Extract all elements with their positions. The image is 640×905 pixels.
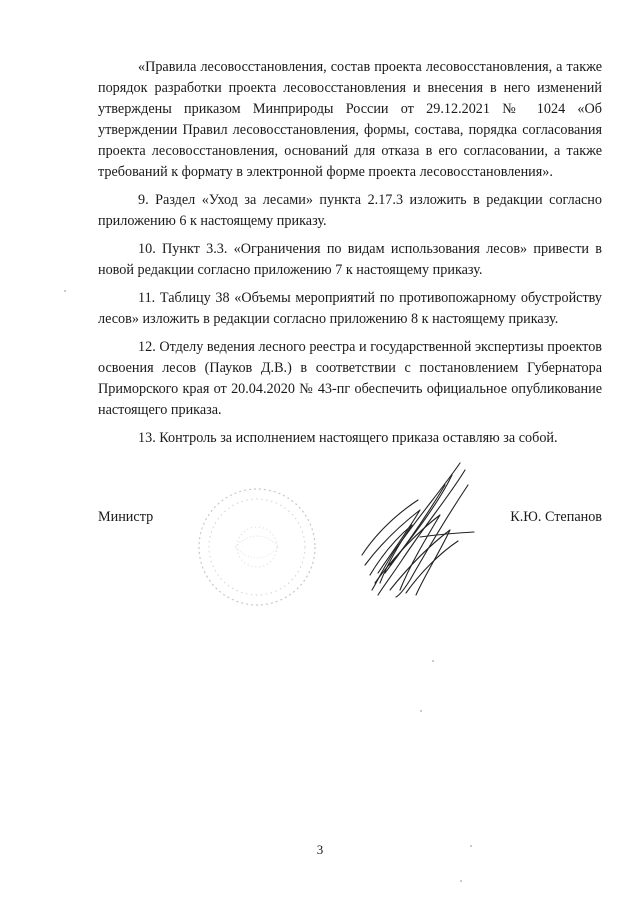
paragraph-item-9: 9. Раздел «Уход за лесами» пункта 2.17.3 изложить в редакции согласно приложению 6 к настоящему приказу.	[98, 192, 602, 229]
page-number: 3	[316, 842, 324, 857]
paragraph-item-13: 13. Контроль за исполнением настоящего приказа оставляю за собой.	[138, 430, 558, 446]
signature-block	[98, 509, 602, 531]
document-body	[98, 57, 602, 456]
signatory-name: К.Ю. Степанов	[510, 509, 602, 525]
scan-speck	[432, 660, 434, 662]
signatory-position: Министр	[98, 509, 154, 525]
paragraph-item-11: 11. Таблицу 38 «Объемы мероприятий по противопожарному обустройству лесов» изложить в редакции согласно приложению 8 к настоящему приказу.	[98, 290, 602, 327]
paragraph-item-10: 10. Пункт 3.3. «Ограничения по видам использования лесов» привести в новой редакции согласно приложению 7 к настоящему приказу.	[98, 241, 602, 278]
scan-speck	[460, 880, 462, 882]
scan-speck	[64, 290, 66, 292]
official-seal-icon	[195, 485, 320, 610]
scan-speck	[420, 710, 422, 712]
paragraph-item-12: 12. Отделу ведения лесного реестра и государственной экспертизы проектов освоения лесов (Пауков Д.В.) в соответствии с постановлением Губернатора Приморского края от 20.04.2020 № 43-пг обеспечить официальное опубликование настоящего приказа.	[98, 339, 602, 418]
paragraph-rules-quote: «Правила лесовосстановления, состав проекта лесовосстановления, а также порядок разработки проекта лесовосстановления и внесения в него изменений утверждены приказом Минприроды России от 29.12.2021 № 1024 «Об утверждении Правил лесовосстановления, формы, состава, порядка согласования проекта лесовосстановления, оснований для отказа в его согласовании, а также требований к формату в электронной форме проекта лесовосстановления».	[98, 59, 602, 180]
